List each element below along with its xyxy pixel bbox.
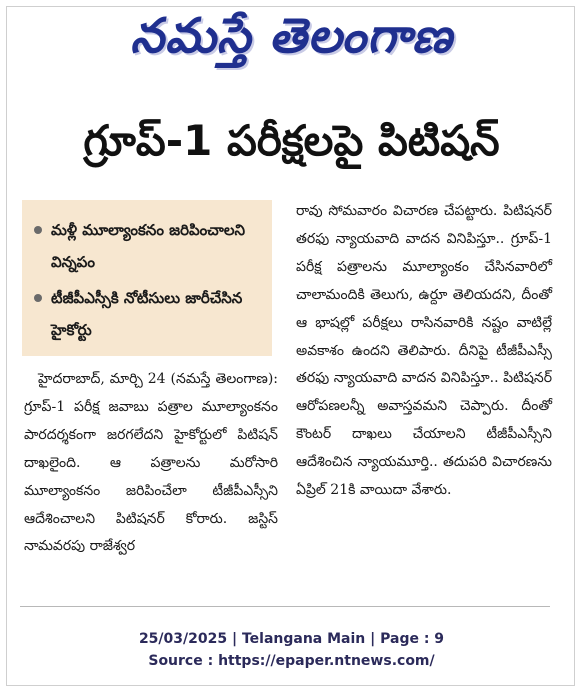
source-footer	[0, 628, 583, 672]
article-headline: గ్రూప్-1 పరీక్షలపై పిటిషన్	[83, 116, 500, 165]
footer-divider	[20, 606, 550, 607]
article-paragraph: రావు సోమవారం విచారణ చేపట్టారు. పిటిషనర్ తరఫు న్యాయవాది వాదన వినిపిస్తూ.. గ్రూప్-1 పరీక్ష పత్రాలను మూల్యాంకం చేసినవారిలో చాలామందికి తెలుగు, ఉర్దూ తెలియదని, దీంతో ఆ భాషల్లో పరీక్షలు రాసినవారికి నష్టం వాటిల్లే అవకాశం ఉందని తెలిపారు. దీనిపై టీజీపీఎస్సీ తరఫు న్యాయవాది వాదన వినిపిస్తూ.. పిటిషనర్ ఆరోపణలన్నీ అవాస్తవమని చెప్పారు. దీంతో కౌంటర్ దాఖలు చేయాలని టీజీపీఎస్సీని ఆదేశించిన న్యాయమూర్తి.. తదుపరి విచారణను ఏప్రిల్ 21కి వాయిదా వేశారు.	[296, 203, 552, 499]
highlight-text: మళ్లీ మూల్యాంకనం జరిపించాలని విన్నపం	[51, 221, 245, 271]
newspaper-masthead: నమస్తే తెలంగాణ	[130, 8, 453, 64]
highlight-item	[34, 282, 262, 346]
bullet-icon	[34, 294, 42, 302]
article-column-right	[296, 198, 552, 505]
bullet-icon	[34, 226, 42, 234]
highlight-item	[34, 214, 262, 278]
highlights-box	[22, 200, 272, 356]
edition-info: 25/03/2025 | Telangana Main | Page : 9	[138, 631, 445, 647]
article-column-left	[24, 366, 278, 561]
highlight-text: టీజీపీఎస్సీకి నోటీసులు జారీచేసిన హైకోర్టు	[51, 289, 243, 339]
article-paragraph: హైదరాబాద్, మార్చి 24 (నమస్తే తెలంగాణ): గ్రూప్-1 పరీక్ష జవాబు పత్రాల మూల్యాంకనం పారదర్శకంగా జరగలేదని హైకోర్టులో పిటిషన్ దాఖలైంది. ఆ పత్రాలను మరోసారి మూల్యాంకనం జరిపించేలా టీజీపీఎస్సీని ఆదేశించాలని పిటిషనర్ కోరారు. జస్టిస్ నామవరపు రాజేశ్వర	[24, 371, 278, 555]
source-link[interactable]: Source : https://epaper.ntnews.com/	[148, 653, 435, 669]
